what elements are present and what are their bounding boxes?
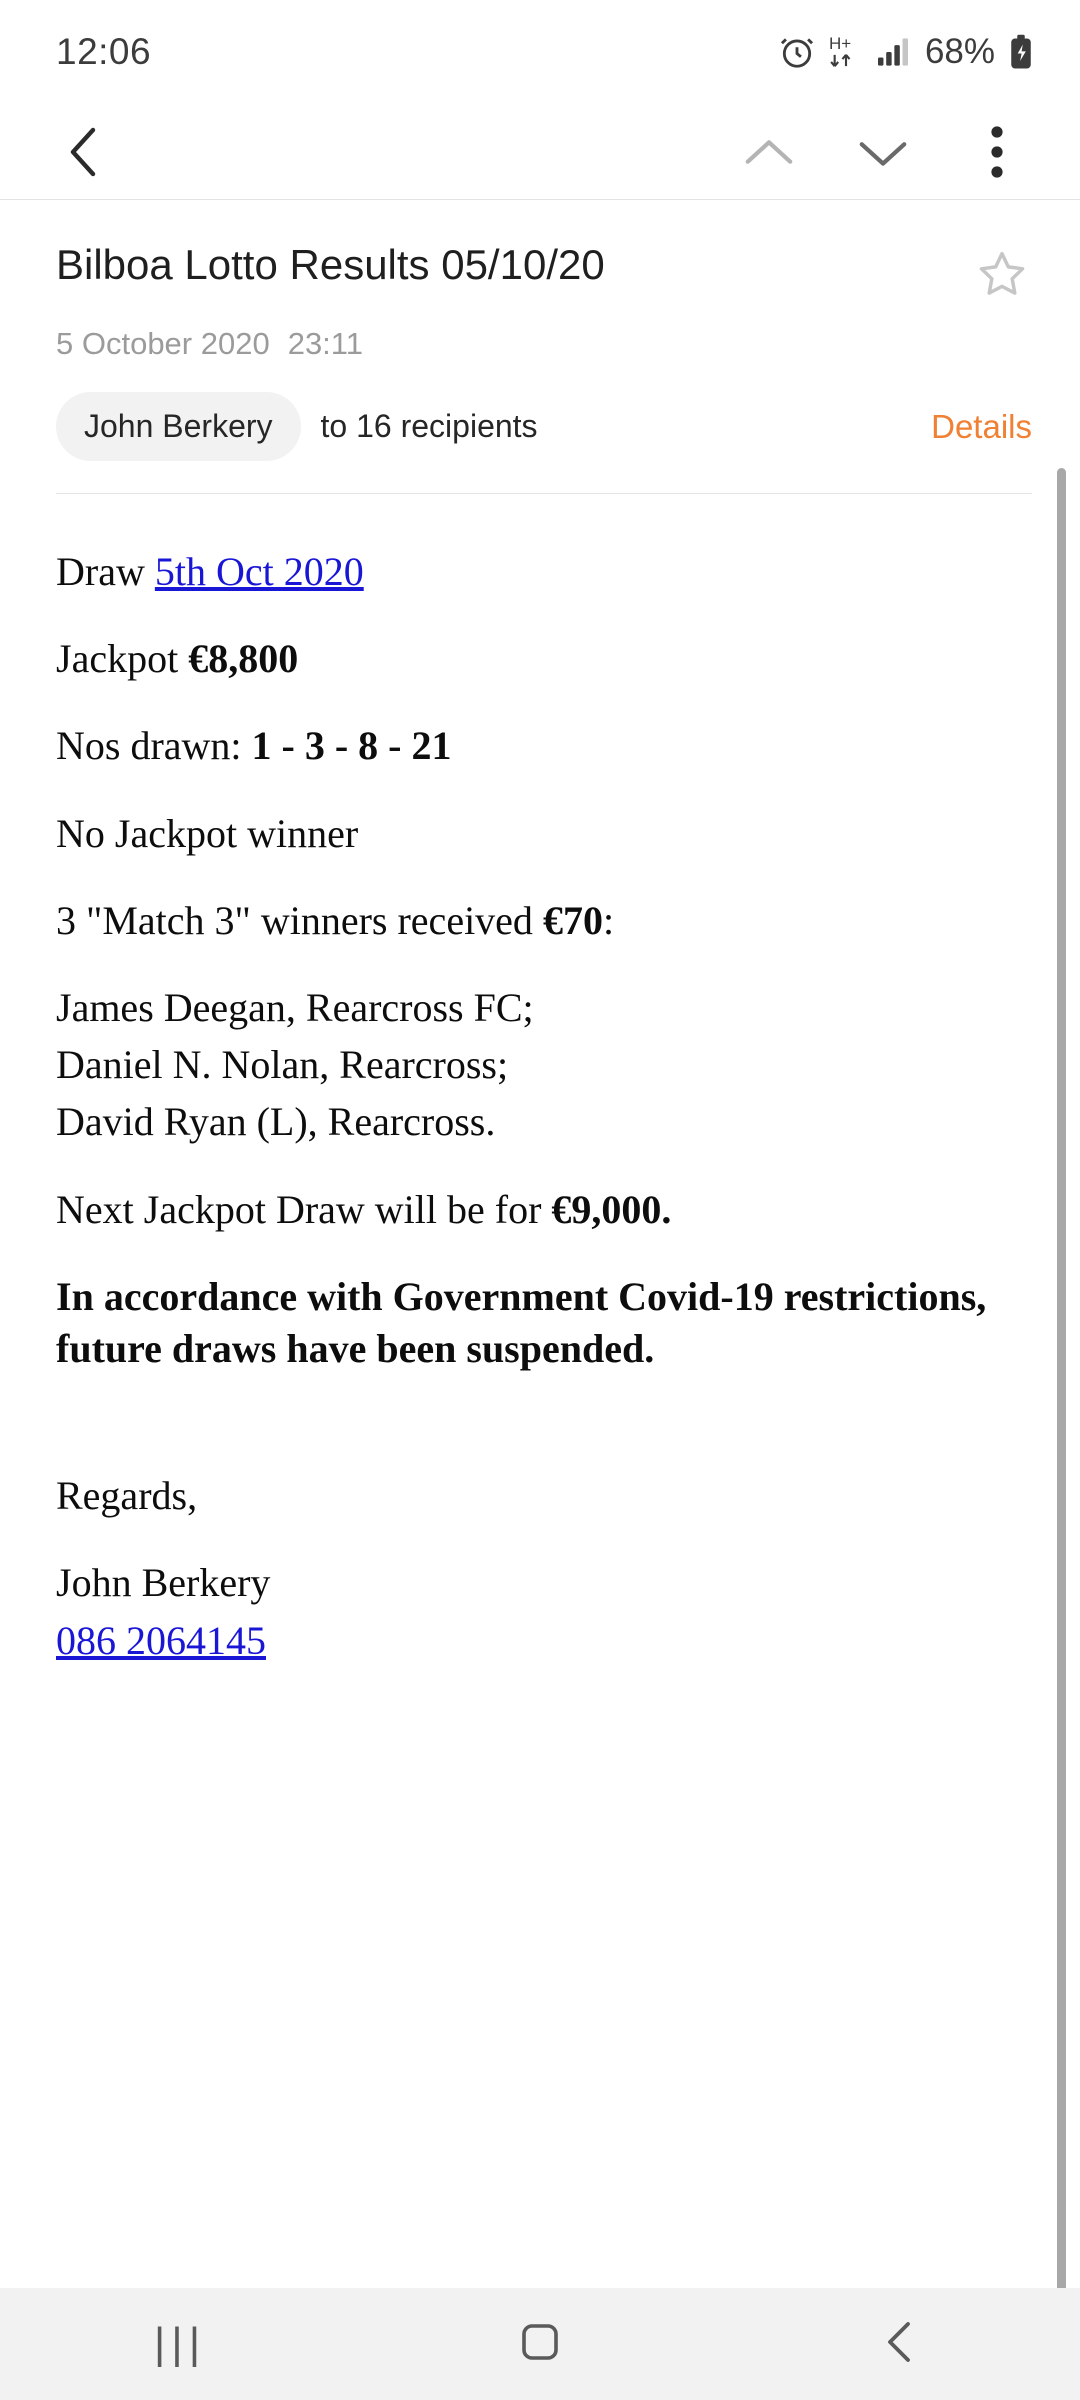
- email-subject: Bilboa Lotto Results 05/10/20: [56, 241, 605, 288]
- status-icons: [778, 32, 1034, 72]
- body-line-draw: [56, 546, 1020, 597]
- match3-suffix: :: [602, 897, 615, 943]
- sender-chip[interactable]: John Berkery: [56, 392, 301, 461]
- draw-date-link[interactable]: 5th Oct 2020: [154, 549, 364, 594]
- email-time: 23:11: [287, 326, 363, 361]
- jackpot-label: Jackpot: [56, 636, 189, 682]
- signal-bars-icon: [876, 37, 910, 67]
- status-time: 12:06: [56, 31, 152, 72]
- status-bar: [0, 0, 1080, 104]
- svg-text:H+: H+: [828, 34, 852, 54]
- email-header: [0, 200, 1080, 461]
- home-icon: [516, 2318, 564, 2371]
- recents-icon: |||: [153, 2319, 207, 2368]
- home-button[interactable]: [470, 2288, 610, 2400]
- body-spacer: [56, 1412, 1020, 1470]
- sender-row: [56, 392, 1032, 461]
- recents-button[interactable]: [110, 2288, 250, 2400]
- winner-line: Daniel N. Nolan, Rearcross;: [56, 1042, 509, 1088]
- winner-line: James Deegan, Rearcross FC;: [56, 984, 534, 1030]
- chevron-down-icon[interactable]: [840, 109, 926, 195]
- numbers-value: 1 - 3 - 8 - 21: [251, 723, 452, 769]
- signature-phone-line: [56, 1615, 1020, 1666]
- scrollbar[interactable]: [1057, 468, 1066, 2368]
- back-button[interactable]: [830, 2288, 970, 2400]
- next-jackpot-prefix: Next Jackpot Draw will be for: [56, 1186, 552, 1232]
- next-jackpot-amount: €9,000.: [551, 1186, 672, 1232]
- body-line-numbers: [56, 720, 1020, 771]
- body-regards: Regards,: [56, 1473, 198, 1519]
- body-line-match3: [56, 895, 1020, 946]
- battery-percent-label: 68%: [924, 32, 995, 71]
- star-icon[interactable]: [972, 244, 1032, 304]
- details-link[interactable]: Details: [931, 407, 1032, 445]
- back-nav-icon: [880, 2318, 920, 2371]
- winner-line: David Ryan (L), Rearcross.: [56, 1099, 496, 1145]
- email-date: 5 October 2020: [56, 326, 270, 361]
- numbers-label: Nos drawn:: [56, 723, 252, 769]
- match3-prefix: 3 "Match 3" winners received: [56, 897, 543, 943]
- signature-name: John Berkery: [56, 1560, 271, 1606]
- back-arrow-icon[interactable]: [42, 109, 128, 195]
- system-nav-bar: [0, 2288, 1080, 2400]
- email-body: [0, 494, 1080, 1666]
- body-line-no-winner: No Jackpot winner: [56, 810, 359, 856]
- recipients-label[interactable]: to 16 recipients: [320, 408, 538, 444]
- email-datetime: [56, 326, 1032, 362]
- body-notice: In accordance with Government Covid-19 restrictions, future draws have been suspended.: [56, 1273, 987, 1372]
- draw-label: Draw: [56, 549, 155, 594]
- alarm-icon: [778, 33, 816, 71]
- phone-link[interactable]: 086 2064145: [56, 1617, 266, 1663]
- battery-icon: [1008, 34, 1034, 70]
- match3-amount: €70: [542, 897, 603, 943]
- jackpot-value: €8,800: [188, 636, 299, 682]
- body-line-next-jackpot: [56, 1184, 1020, 1235]
- more-options-icon[interactable]: [954, 109, 1040, 195]
- body-line-jackpot: [56, 633, 1020, 684]
- chevron-up-icon[interactable]: [726, 109, 812, 195]
- action-bar: [0, 104, 1080, 200]
- email-view: [0, 200, 1080, 1666]
- hspa-data-icon: [829, 33, 863, 71]
